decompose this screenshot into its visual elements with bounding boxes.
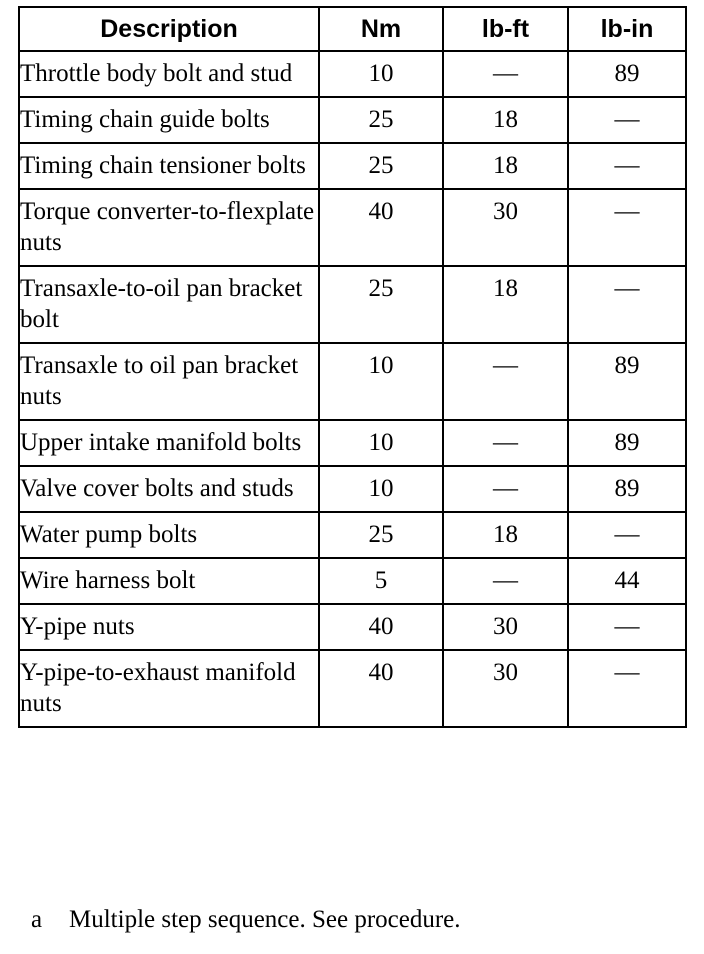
header-lb-ft: lb-ft (443, 7, 568, 51)
table-row (19, 420, 686, 466)
cell-lb-ft: 18 (443, 512, 568, 558)
cell-description: Timing chain guide bolts (19, 97, 319, 143)
footnote (31, 906, 461, 934)
cell-nm: 40 (319, 604, 443, 650)
table-row (19, 512, 686, 558)
cell-description: Wire harness bolt (19, 558, 319, 604)
header-row (19, 7, 686, 51)
cell-lb-ft: 30 (443, 604, 568, 650)
table-row (19, 343, 686, 420)
table-row (19, 466, 686, 512)
cell-description: Timing chain tensioner bolts (19, 143, 319, 189)
cell-lb-in: 89 (568, 51, 686, 97)
header-description: Description (19, 7, 319, 51)
cell-nm: 10 (319, 343, 443, 420)
cell-lb-in: — (568, 97, 686, 143)
cell-nm: 10 (319, 420, 443, 466)
cell-lb-in: — (568, 143, 686, 189)
cell-nm: 5 (319, 558, 443, 604)
cell-description: Transaxle to oil pan bracket nuts (19, 343, 319, 420)
footnote-text: Multiple step sequence. See procedure. (69, 906, 461, 933)
cell-lb-in: 89 (568, 466, 686, 512)
header-lb-in: lb-in (568, 7, 686, 51)
cell-description: Upper intake manifold bolts (19, 420, 319, 466)
cell-nm: 40 (319, 650, 443, 727)
table-row (19, 266, 686, 343)
cell-description: Y-pipe nuts (19, 604, 319, 650)
cell-lb-in: — (568, 189, 686, 266)
table-body (19, 51, 686, 727)
cell-nm: 25 (319, 266, 443, 343)
table-row (19, 558, 686, 604)
cell-description: Valve cover bolts and studs (19, 466, 319, 512)
cell-lb-ft: — (443, 466, 568, 512)
cell-description: Y-pipe-to-exhaust manifold nuts (19, 650, 319, 727)
cell-lb-in: — (568, 604, 686, 650)
cell-lb-ft: — (443, 343, 568, 420)
cell-nm: 25 (319, 512, 443, 558)
cell-lb-in: 89 (568, 343, 686, 420)
cell-lb-ft: 18 (443, 97, 568, 143)
table-row (19, 143, 686, 189)
torque-spec-table (18, 6, 687, 728)
footnote-marker: a (31, 906, 43, 933)
cell-lb-in: 89 (568, 420, 686, 466)
cell-lb-ft: 18 (443, 266, 568, 343)
cell-description: Torque converter-to-flexplate nuts (19, 189, 319, 266)
cell-lb-ft: 30 (443, 650, 568, 727)
header-nm: Nm (319, 7, 443, 51)
cell-description: Transaxle-to-oil pan bracket bolt (19, 266, 319, 343)
cell-lb-in: 44 (568, 558, 686, 604)
cell-nm: 25 (319, 97, 443, 143)
table-row (19, 51, 686, 97)
table-row (19, 604, 686, 650)
cell-description: Throttle body bolt and stud (19, 51, 319, 97)
cell-lb-ft: — (443, 558, 568, 604)
cell-nm: 40 (319, 189, 443, 266)
cell-description: Water pump bolts (19, 512, 319, 558)
cell-nm: 10 (319, 51, 443, 97)
cell-nm: 25 (319, 143, 443, 189)
cell-lb-ft: — (443, 420, 568, 466)
cell-lb-ft: 18 (443, 143, 568, 189)
cell-lb-in: — (568, 266, 686, 343)
table-row (19, 189, 686, 266)
cell-lb-in: — (568, 512, 686, 558)
cell-nm: 10 (319, 466, 443, 512)
cell-lb-ft: 30 (443, 189, 568, 266)
cell-lb-ft: — (443, 51, 568, 97)
table-row (19, 97, 686, 143)
cell-lb-in: — (568, 650, 686, 727)
table-row (19, 650, 686, 727)
